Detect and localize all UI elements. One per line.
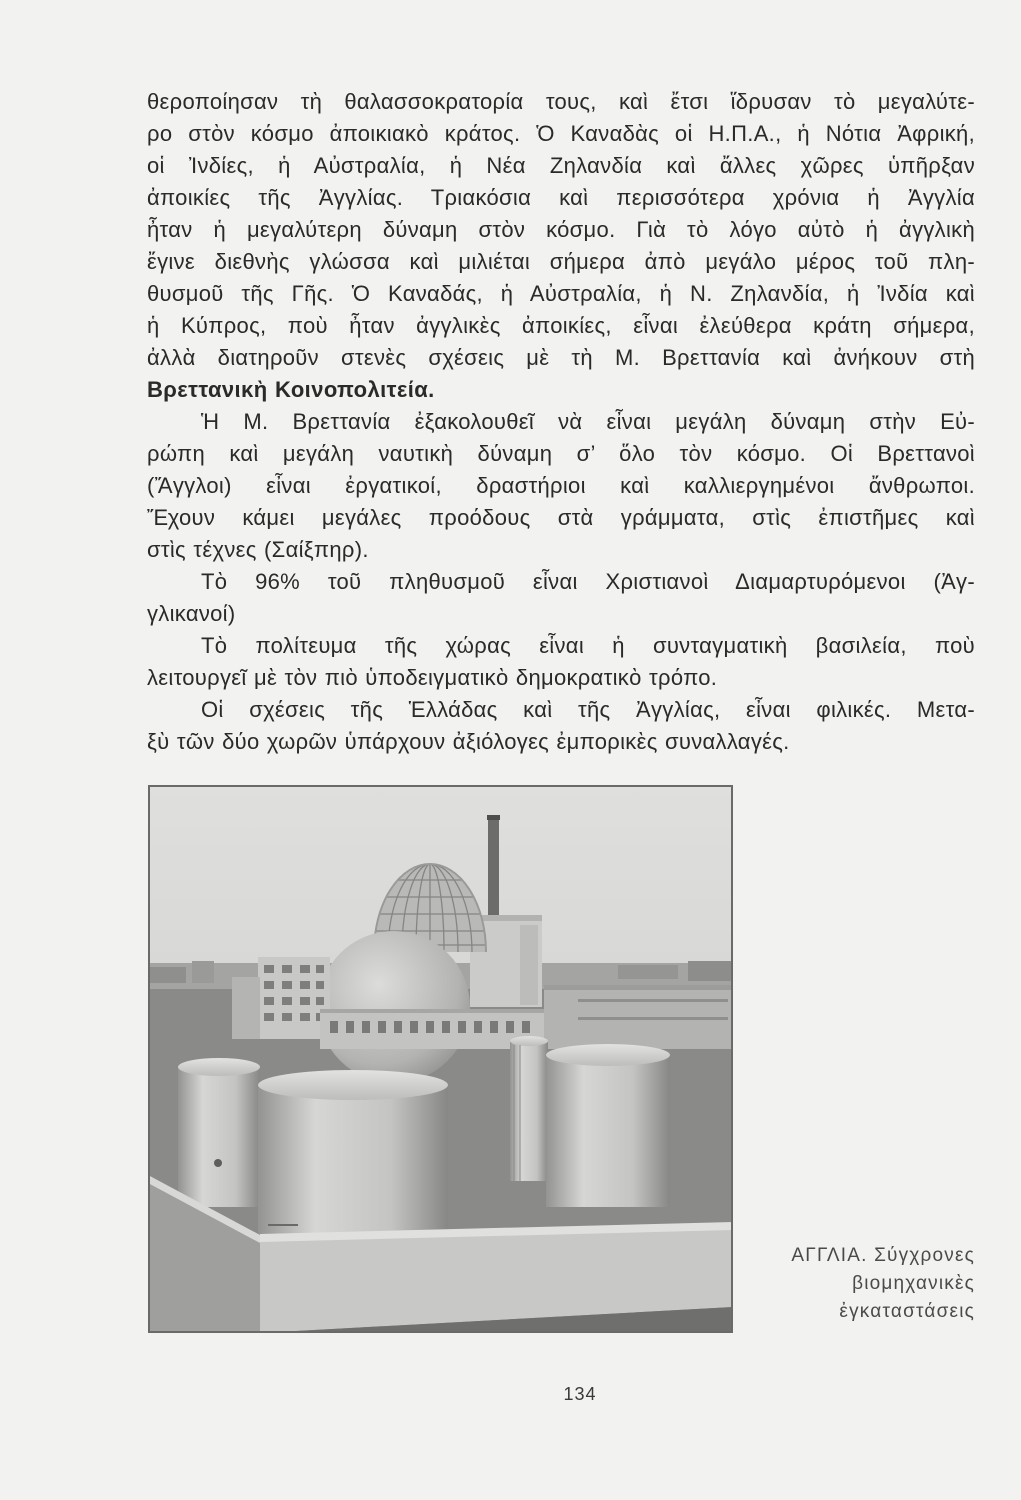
paragraph-relations-greece [147, 694, 975, 758]
text-line: Οἱ σχέσεις τῆς Ἑλλάδας καὶ τῆς Ἀγγλίας, εἶναι φιλικές. Μετα- [201, 697, 975, 722]
text-line: Τὸ 96% τοῦ πληθυσμοῦ εἶναι Χριστιανοὶ Διαμαρτυρόμενοι (Ἀγ- [201, 569, 975, 594]
text-line: (Ἄγγλοι) εἶναι ἐργατικοί, δραστήριοι καὶ καλλιεργημένοι ἄνθρωποι. [147, 473, 975, 498]
bold-term-commonwealth: Βρεττανικὴ Κοινοπολιτεία. [147, 377, 435, 402]
text-line: ξὺ τῶν δύο χωρῶν ὑπάρχουν ἀξιόλογες ἐμπορικὲς συναλλαγές. [147, 729, 790, 754]
text-line: Ἔχουν κάμει μεγάλες προόδους στὰ γράμματα, στὶς ἐπιστῆμες καὶ [147, 505, 975, 530]
text-line: ἔγινε διεθνὴς γλώσσα καὶ μιλιέται σήμερα ἀπὸ μεγάλο μέρος τοῦ πλη- [147, 249, 975, 274]
storage-tank-tall [510, 1036, 548, 1181]
text-line: ἦταν ἡ μεγαλύτερη δύναμη στὸν κόσμο. Γιὰ τὸ λόγο αὐτὸ ἡ ἀγγλικὴ [147, 217, 975, 242]
text-line: θεροποίησαν τὴ θαλασσοκρατορία τους, καὶ ἔτσι ἵδρυσαν τὸ μεγαλύτε- [147, 89, 975, 114]
text-line: οἱ Ἰνδίες, ἡ Αὐστραλία, ἡ Νέα Ζηλανδία καὶ ἄλλες χῶρες ὑπῆρξαν [147, 153, 975, 178]
chimney [487, 815, 500, 929]
caption-line: ἐγκαταστάσεις [839, 1301, 975, 1322]
text-line: ἡ Κύπρος, ποὺ ἦταν ἀγγλικὲς ἀποικίες, εἶναι ἐλεύθερα κράτη σήμερα, [147, 313, 975, 338]
text-line: στὶς τέχνες (Σαίξπηρ). [147, 537, 369, 562]
right-building [544, 985, 733, 1049]
photo-caption [735, 1242, 975, 1326]
industrial-plant-photo [148, 785, 733, 1333]
storage-tank-right [546, 1044, 670, 1207]
paragraph-great-britain-power [147, 406, 975, 566]
photo-illustration [148, 785, 733, 1333]
caption-line: βιομηχανικὲς [852, 1273, 975, 1294]
page-number: 134 [563, 1384, 597, 1404]
storage-tank-large [258, 1070, 448, 1257]
paragraph-commonwealth [147, 86, 975, 406]
text-line: Τὸ πολίτευμα τῆς χώρας εἶναι ἡ συνταγματικὴ βασιλεία, ποὺ [201, 633, 975, 658]
text-line: ἀλλὰ διατηροῦν στενὲς σχέσεις μὲ τὴ Μ. Βρεττανία καὶ ἀνήκουν στὴ [147, 345, 975, 370]
paragraph-religion [147, 566, 975, 630]
text-line: λειτουργεῖ μὲ τὸν πιὸ ὑποδειγματικὸ δημοκρατικὸ τρόπο. [147, 665, 718, 690]
caption-line: ΑΓΓΛΙΑ. Σύγχρονες [791, 1245, 975, 1266]
text-line: ρο στὸν κόσμο ἀποικιακὸ κράτος. Ὁ Καναδὰς οἱ Η.Π.Α., ἡ Νότια Ἀφρική, [147, 121, 975, 146]
body-text [147, 86, 975, 758]
text-line: γλικανοί) [147, 601, 236, 626]
text-line: θυσμοῦ τῆς Γῆς. Ὁ Καναδάς, ἡ Αὐστραλία, ἡ Ν. Ζηλανδία, ἡ Ἰνδία καὶ [147, 281, 975, 306]
storage-tank-left [178, 1058, 260, 1207]
text-line: Ἡ Μ. Βρεττανία ἐξακολουθεῖ νὰ εἶναι μεγάλη δύναμη στὴν Εὐ- [201, 409, 975, 434]
reactor-sphere [318, 931, 470, 1083]
paragraph-government [147, 630, 975, 694]
text-line: ἀποικίες τῆς Ἀγγλίας. Τριακόσια καὶ περισσότερα χρόνια ἡ Ἀγγλία [147, 185, 975, 210]
text-line: ρώπη καὶ μεγάλη ναυτικὴ δύναμη σ’ ὅλο τὸν κόσμο. Οἱ Βρεττανοὶ [147, 441, 975, 466]
